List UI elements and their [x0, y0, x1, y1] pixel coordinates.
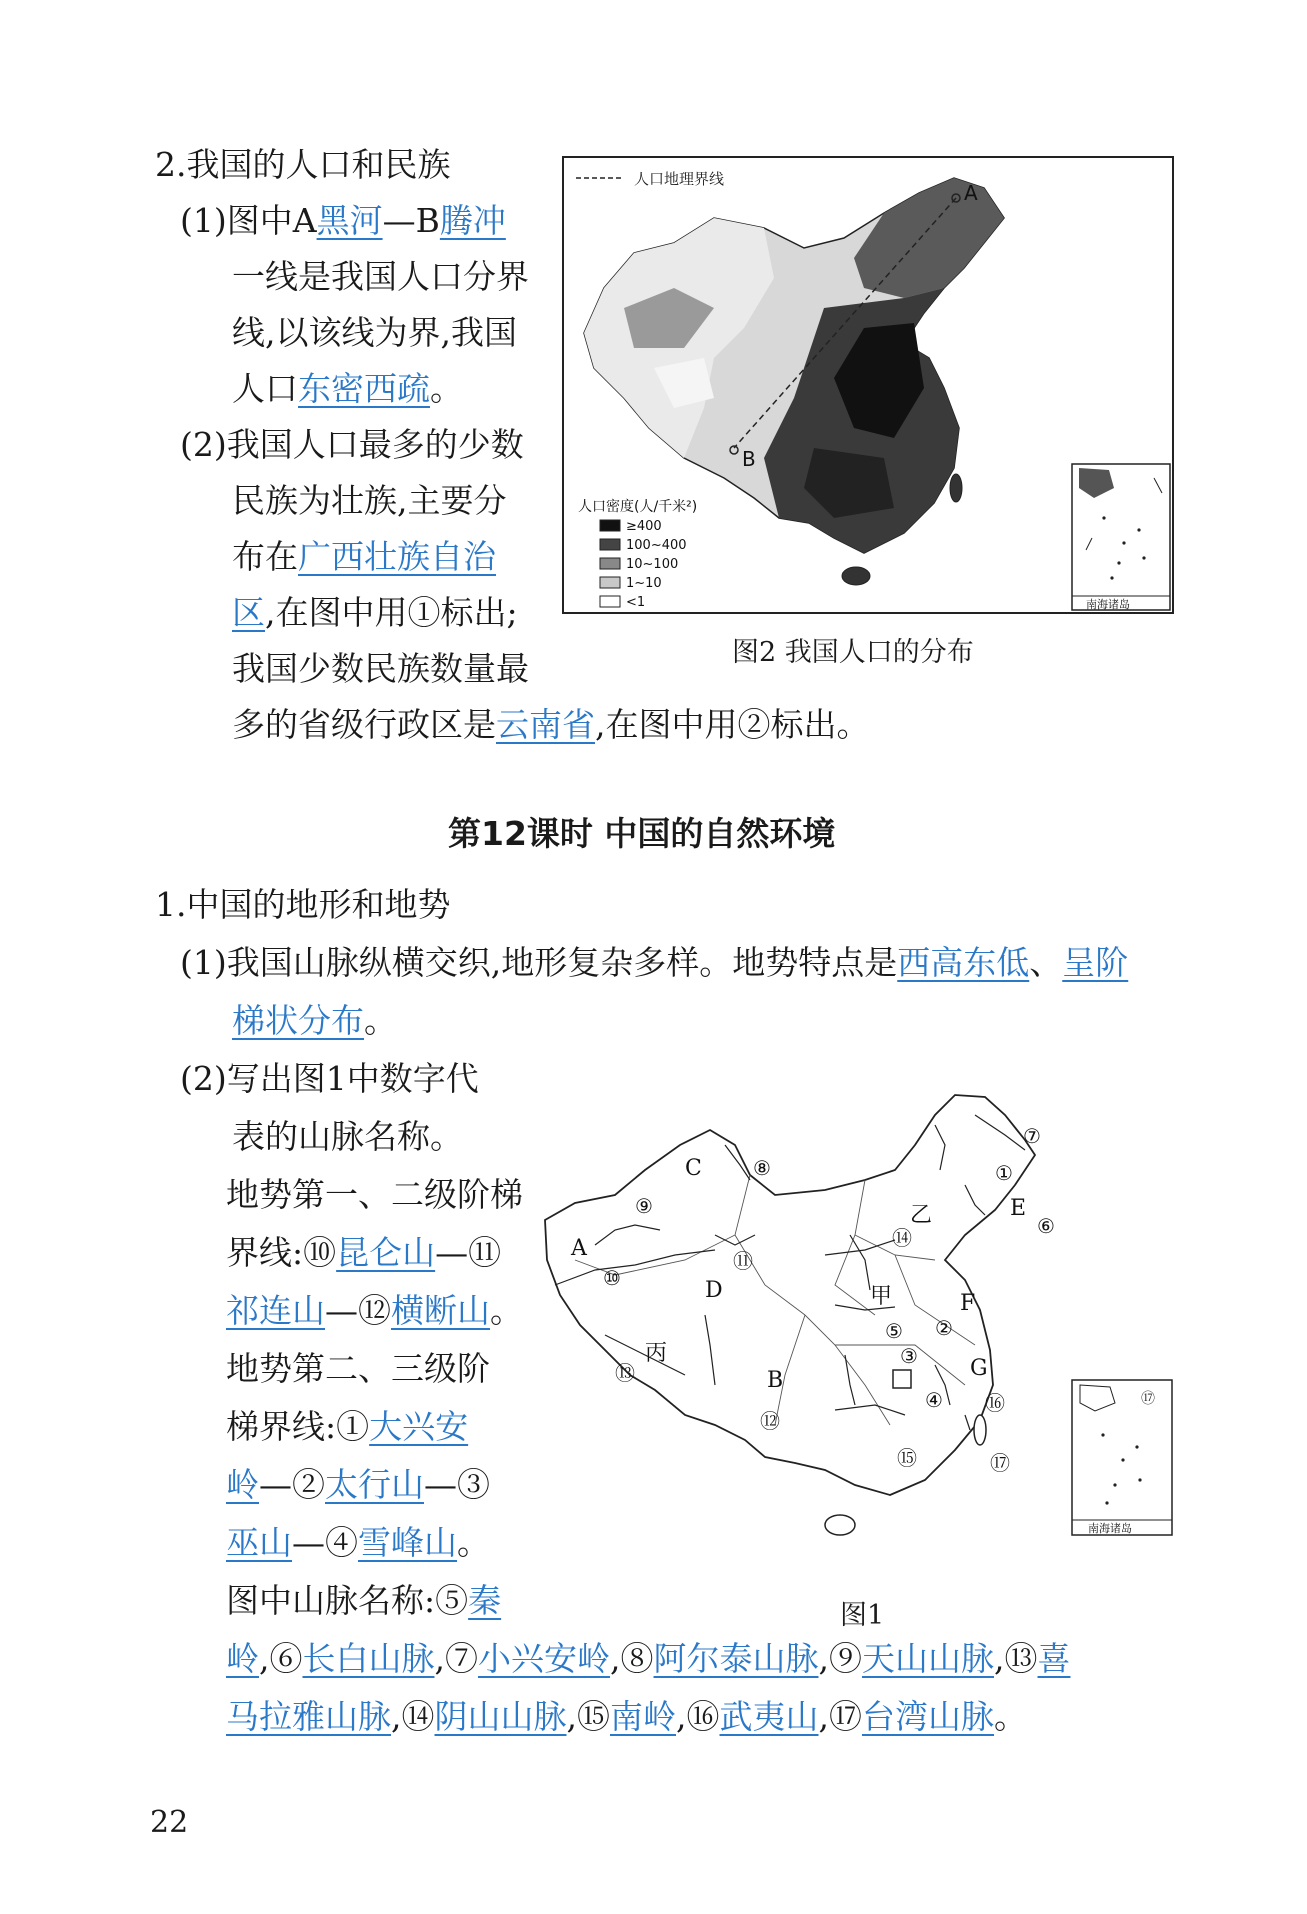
answer-blank: 喜	[1037, 1639, 1071, 1678]
map-letter: A	[571, 1236, 587, 1261]
map-number: ①	[995, 1161, 1013, 1185]
question-line: (1)图中A黑河—B腾冲	[180, 201, 506, 240]
question-line: 梯界线:①大兴安	[226, 1407, 469, 1446]
answer-blank: 岭	[226, 1465, 259, 1504]
population-map-svg	[564, 158, 1172, 612]
map-letter: E	[1010, 1196, 1027, 1221]
map-number: ⑫	[760, 1409, 780, 1433]
answer-blank: 腾冲	[439, 201, 506, 240]
map-number: ⑧	[753, 1156, 771, 1180]
answer-blank: 云南省	[496, 705, 595, 744]
boundary-legend-label: 人口地理界线	[634, 170, 725, 188]
question-line: 图中山脉名称:⑤秦	[226, 1581, 502, 1620]
map-letter: G	[970, 1356, 988, 1381]
mountain-map-svg	[535, 1085, 1175, 1585]
inset-label: 南海诸岛	[1086, 598, 1130, 611]
page-number: 22	[150, 1805, 189, 1840]
question-line: (2)写出图1中数字代	[180, 1059, 479, 1098]
map-label-a: A	[964, 181, 978, 205]
answer-blank: 长白山脉	[302, 1639, 435, 1678]
question-line: 岭—②太行山—③	[226, 1465, 490, 1504]
question-line: 祁连山—⑫横断山。	[226, 1291, 523, 1330]
answer-blank: 武夷山	[719, 1697, 819, 1736]
question-line: 梯状分布。	[232, 1001, 397, 1040]
map-number: ⑨	[635, 1194, 653, 1218]
map-letter: 甲	[870, 1284, 893, 1309]
map-number: ⑬	[615, 1361, 635, 1385]
density-legend-item: 1~10	[626, 576, 662, 591]
question-line: 地势第一、二级阶梯	[226, 1175, 523, 1214]
map-number: ⑭	[892, 1226, 912, 1250]
answer-blank: 太行山	[325, 1465, 424, 1504]
map-number: ⑦	[1023, 1124, 1041, 1148]
question-line: (2)我国人口最多的少数	[180, 425, 524, 464]
map-letter: F	[960, 1291, 976, 1316]
answer-blank: 大兴安	[369, 1407, 469, 1446]
answer-blank: 岭	[226, 1639, 259, 1678]
map-number: ②	[935, 1316, 953, 1340]
question-line: 区,在图中用①标出;	[232, 593, 518, 632]
map-letter: 乙	[910, 1203, 933, 1228]
map-label-b: B	[742, 447, 756, 471]
density-swatch-100-400	[600, 539, 620, 550]
question-line: 马拉雅山脉,⑭阴山山脉,⑮南岭,⑯武夷山,⑰台湾山脉。	[226, 1697, 1027, 1736]
answer-blank: 广西壮族自治	[298, 537, 496, 576]
answer-blank: 小兴安岭	[478, 1639, 610, 1678]
question-line: 一线是我国人口分界	[232, 257, 529, 296]
map-number: ④	[925, 1388, 943, 1412]
density-legend-title: 人口密度(人/千米²)	[578, 499, 698, 515]
section-title-terrain: 1.中国的地形和地势	[155, 885, 451, 924]
mountain-map	[535, 1085, 1175, 1585]
map-number: ⑤	[885, 1319, 903, 1343]
question-line: 巫山—④雪峰山。	[226, 1523, 490, 1562]
population-density-map	[562, 156, 1174, 614]
figure-1-caption: 图1	[840, 1600, 885, 1631]
map-number: ⑰	[990, 1451, 1010, 1475]
question-line: 表的山脉名称。	[232, 1117, 463, 1156]
map-number: ⑩	[603, 1266, 621, 1290]
map-number: ③	[900, 1344, 918, 1368]
question-line: 布在广西壮族自治	[232, 537, 496, 576]
answer-blank: 马拉雅山脉	[226, 1697, 391, 1736]
density-swatch-lt1	[600, 596, 620, 607]
question-line: 界线:⑩昆仑山—⑪	[226, 1233, 502, 1272]
question-line: 多的省级行政区是云南省,在图中用②标出。	[232, 705, 870, 744]
answer-blank: 区	[232, 593, 265, 632]
density-swatch-400	[600, 520, 620, 531]
answer-blank: 梯状分布	[232, 1001, 364, 1040]
map-number: ⑥	[1037, 1214, 1055, 1238]
question-line: 人口东密西疏。	[232, 369, 463, 408]
answer-blank: 天山山脉	[862, 1639, 994, 1678]
answer-blank: 横断山	[391, 1291, 490, 1330]
map-letter: D	[705, 1278, 723, 1303]
map-number: ⑯	[985, 1391, 1005, 1415]
figure-2-caption: 图2 我国人口的分布	[732, 637, 974, 668]
answer-blank: 秦	[468, 1581, 502, 1620]
answer-blank: 西高东低	[897, 943, 1030, 982]
map-number: ⑮	[897, 1446, 917, 1470]
density-swatch-10-100	[600, 558, 620, 569]
map-letter: C	[685, 1156, 702, 1181]
answer-blank: 东密西疏	[298, 369, 430, 408]
section-title-population: 2.我国的人口和民族	[155, 145, 451, 184]
map-letter: 丙	[645, 1341, 668, 1366]
question-line: 民族为壮族,主要分	[232, 481, 507, 520]
density-swatch-1-10	[600, 577, 620, 588]
map-letter: B	[767, 1368, 784, 1393]
answer-blank: 昆仑山	[336, 1233, 436, 1272]
answer-blank: 台湾山脉	[862, 1697, 994, 1736]
answer-blank: 呈阶	[1062, 943, 1129, 982]
question-line: 线,以该线为界,我国	[232, 313, 517, 352]
answer-blank: 祁连山	[226, 1291, 325, 1330]
density-legend-item: ≥400	[626, 519, 662, 534]
inset-number: ⑰	[1141, 1391, 1155, 1407]
answer-blank: 阿尔泰山脉	[653, 1639, 819, 1678]
question-line: 地势第二、三级阶	[226, 1349, 490, 1388]
question-line: 我国少数民族数量最	[232, 649, 529, 688]
density-legend-item: 10~100	[626, 557, 679, 572]
answer-blank: 黑河	[316, 201, 383, 240]
density-legend-item: <1	[626, 595, 646, 610]
inset-label: 南海诸岛	[1088, 1522, 1132, 1535]
question-line: 岭,⑥长白山脉,⑦小兴安岭,⑧阿尔泰山脉,⑨天山山脉,⑬喜	[226, 1639, 1071, 1678]
map-number: ⑪	[733, 1249, 753, 1273]
question-line: (1)我国山脉纵横交织,地形复杂多样。地势特点是西高东低、呈阶	[180, 943, 1129, 982]
answer-blank: 南岭	[610, 1697, 676, 1736]
answer-blank: 阴山山脉	[434, 1697, 567, 1736]
density-legend-item: 100~400	[626, 538, 687, 553]
lesson-title: 第12课时 中国的自然环境	[448, 814, 836, 853]
answer-blank: 雪峰山	[358, 1523, 457, 1562]
answer-blank: 巫山	[226, 1523, 292, 1562]
